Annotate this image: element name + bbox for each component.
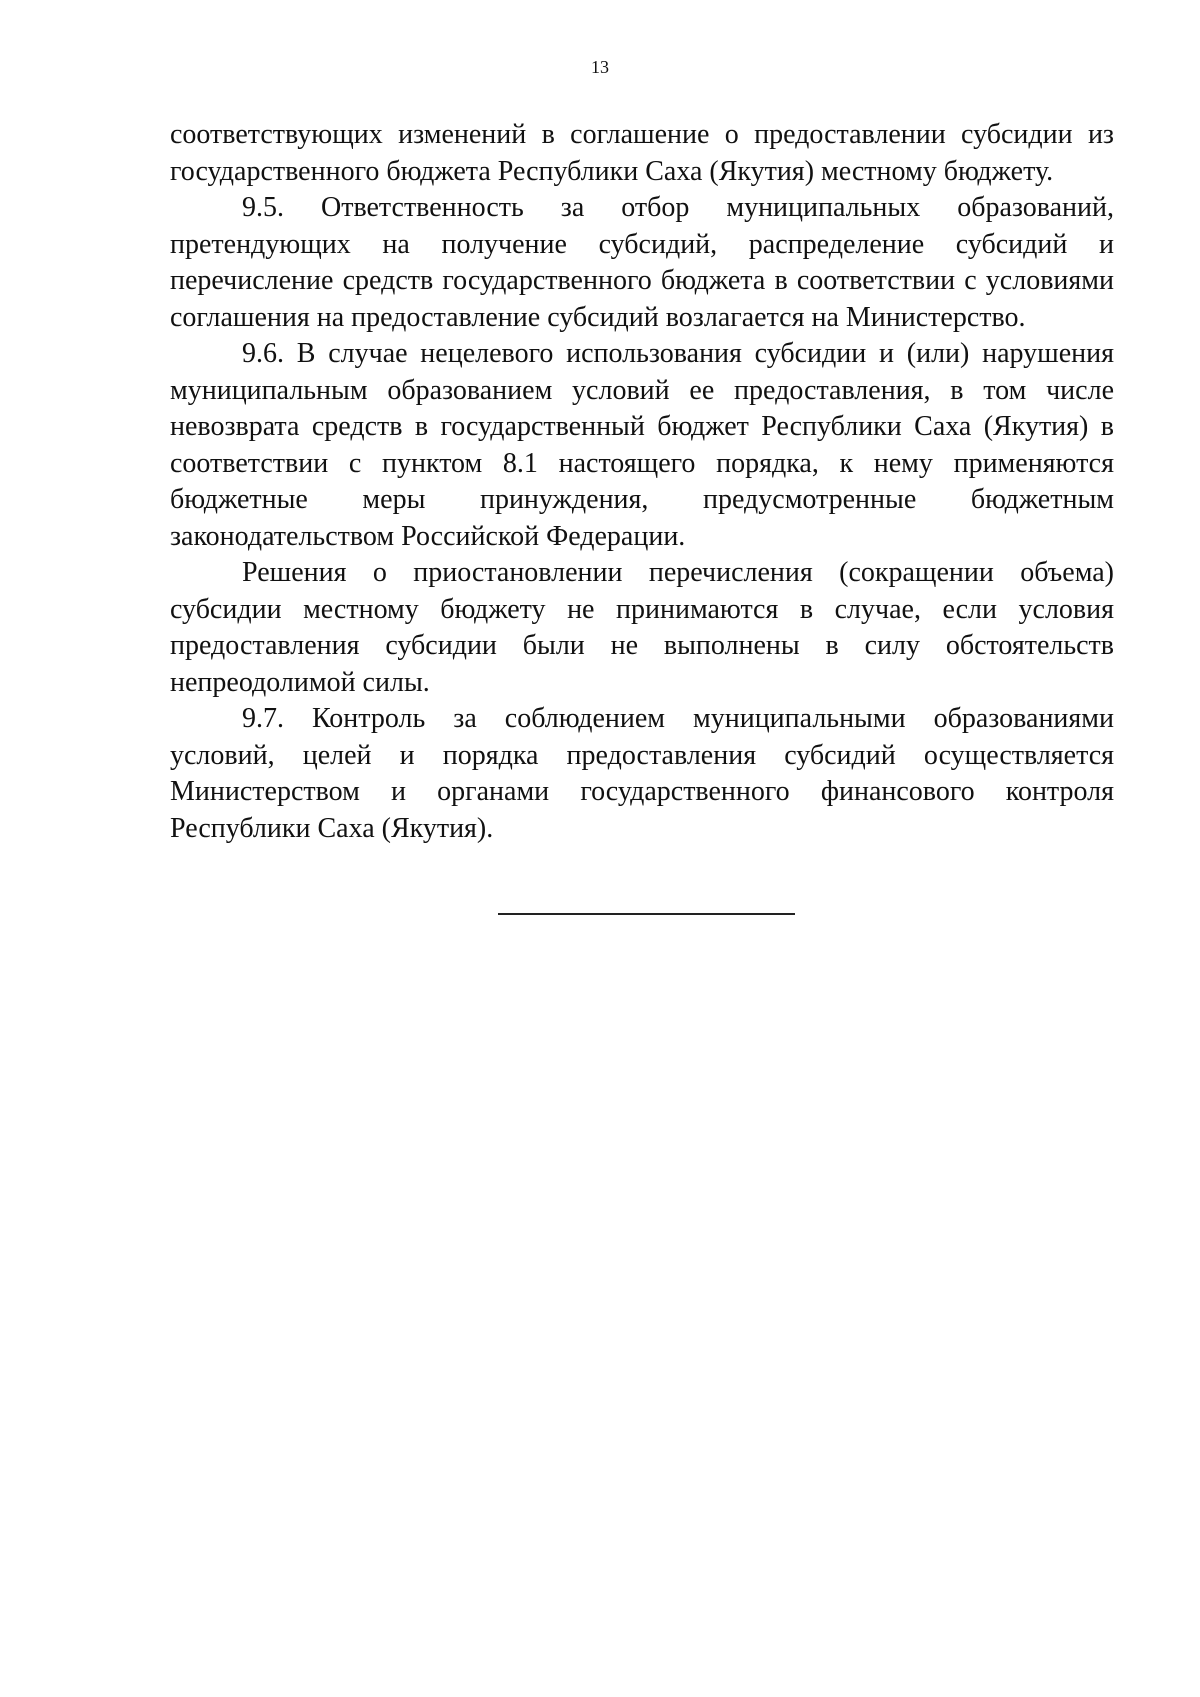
page-number: 13 bbox=[591, 57, 609, 77]
paragraph-clause-9-7: 9.7. Контроль за соблюдением муниципальными образованиями условий, целей и порядка предоставления субсидий осуществляется Министерством и органами государственного финансового контроля Республики Саха (Якутия). bbox=[170, 703, 1114, 844]
end-of-document-rule bbox=[498, 913, 795, 915]
document-body bbox=[170, 117, 1114, 847]
paragraph-decisions: Решения о приостановлении перечисления (сокращении объема) субсидии местному бюджету не принимаются в случае, если условия предоставления субсидии были не выполнены в силу обстоятельств непреодолимой силы. bbox=[170, 557, 1114, 698]
paragraph-clause-9-6: 9.6. В случае нецелевого использования субсидии и (или) нарушения муниципальным образованием условий ее предоставления, в том числе невозврата средств в государственный бюджет Республики Саха (Якутия) в соответствии с пунктом 8.1 настоящего порядка, к нему применяются бюджетные меры принуждения, предусмотренные бюджетным законодательством Российской Федерации. bbox=[170, 338, 1114, 552]
paragraph-continuation: соответствующих изменений в соглашение о предоставлении субсидии из государственного бюджета Республики Саха (Якутия) местному бюджету. bbox=[170, 119, 1114, 187]
paragraph-clause-9-5: 9.5. Ответственность за отбор муниципальных образований, претендующих на получение субсидий, распределение субсидий и перечисление средств государственного бюджета в соответствии с условиями соглашения на предоставление субсидий возлагается на Министерство. bbox=[170, 192, 1114, 333]
